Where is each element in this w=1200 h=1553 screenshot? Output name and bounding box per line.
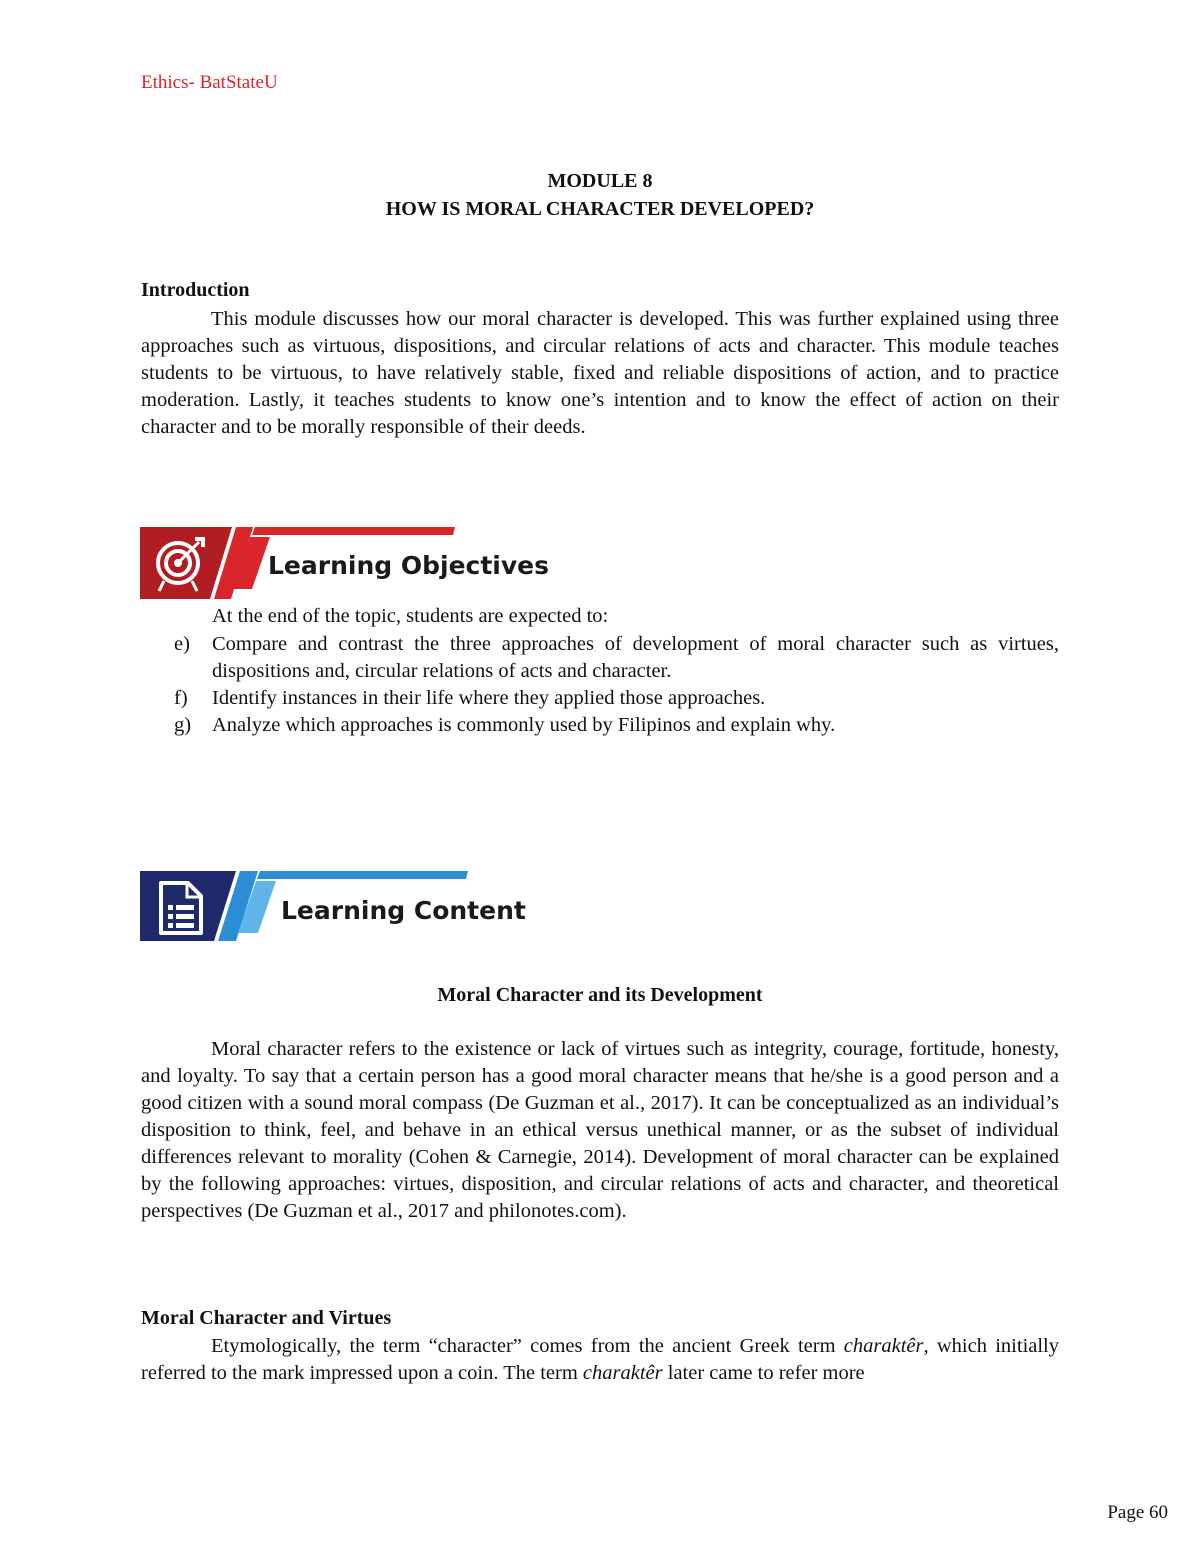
list-item-text: Compare and contrast the three approaches of development of moral character such as virtues, dispositions and, circular relations of acts and character. <box>212 633 1059 682</box>
virtues-paragraph <box>141 1333 1059 1387</box>
objectives-list <box>141 631 1059 739</box>
module-number: MODULE 8 <box>547 170 653 192</box>
section-title: Moral Character and its Development <box>437 984 763 1006</box>
content-paragraph: Moral character refers to the existence or lack of virtues such as integrity, courage, fortitude, honesty, and loyalty. To say that a certain person has a good moral character means that he/she is a good person and a good citizen with a sound moral compass (De Guzman et al., 2017). It can be conceptualized as an individual’s disposition to think, feel, and behave in an ethical versus unethical manner, or as the subset of individual differences relevant to morality (Cohen & Carnegie, 2014). Development of moral character can be explained by the following approaches: virtues, disposition, and circular relations of acts and character, and theoretical perspectives (De Guzman et al., 2017 and philonotes.com). <box>141 1038 1059 1222</box>
virtues-text-1: Etymologically, the term “character” comes from the ancient Greek term <box>211 1335 844 1357</box>
virtues-text-2: , which initially referred to the mark impressed upon a coin. The term <box>141 1335 1059 1384</box>
list-item-text: Analyze which approaches is commonly used by Filipinos and explain why. <box>212 714 836 736</box>
learning-objectives-banner <box>140 527 549 599</box>
virtues-term-2: charaktêr <box>582 1362 663 1384</box>
module-title: HOW IS MORAL CHARACTER DEVELOPED? <box>385 198 815 220</box>
page-number: Page 60 <box>1107 1502 1168 1523</box>
objectives-lead: At the end of the topic, students are expected to: <box>212 605 609 627</box>
introduction-heading: Introduction <box>141 279 250 301</box>
learning-content-title: Learning Content <box>281 896 526 925</box>
list-item-marker: f) <box>174 687 188 709</box>
list-item-marker: e) <box>174 633 190 655</box>
document-icon <box>156 879 206 942</box>
header-tag: Ethics- BatStateU <box>141 72 278 93</box>
list-item <box>141 685 1059 712</box>
learning-objectives-title: Learning Objectives <box>268 551 549 580</box>
learning-content-banner <box>140 871 526 943</box>
virtues-text-3: later came to refer more <box>662 1362 865 1384</box>
introduction-body: This module discusses how our moral character is developed. This was further explained using three approaches such as virtuous, dispositions, and circular relations of acts and character. This module teaches students to be virtuous, to have relatively stable, fixed and reliable dispositions of action, and to practice moderation. Lastly, it teaches students to know one’s intention and to know the effect of action on their character and to be morally responsible of their deeds. <box>141 308 1059 438</box>
list-item-marker: g) <box>174 714 192 736</box>
virtues-term-1: charaktêr <box>843 1335 924 1357</box>
list-item-text: Identify instances in their life where they applied those approaches. <box>212 687 766 709</box>
list-item <box>141 712 1059 739</box>
sub-heading: Moral Character and Virtues <box>141 1307 392 1329</box>
target-icon <box>151 533 209 598</box>
list-item <box>141 631 1059 685</box>
